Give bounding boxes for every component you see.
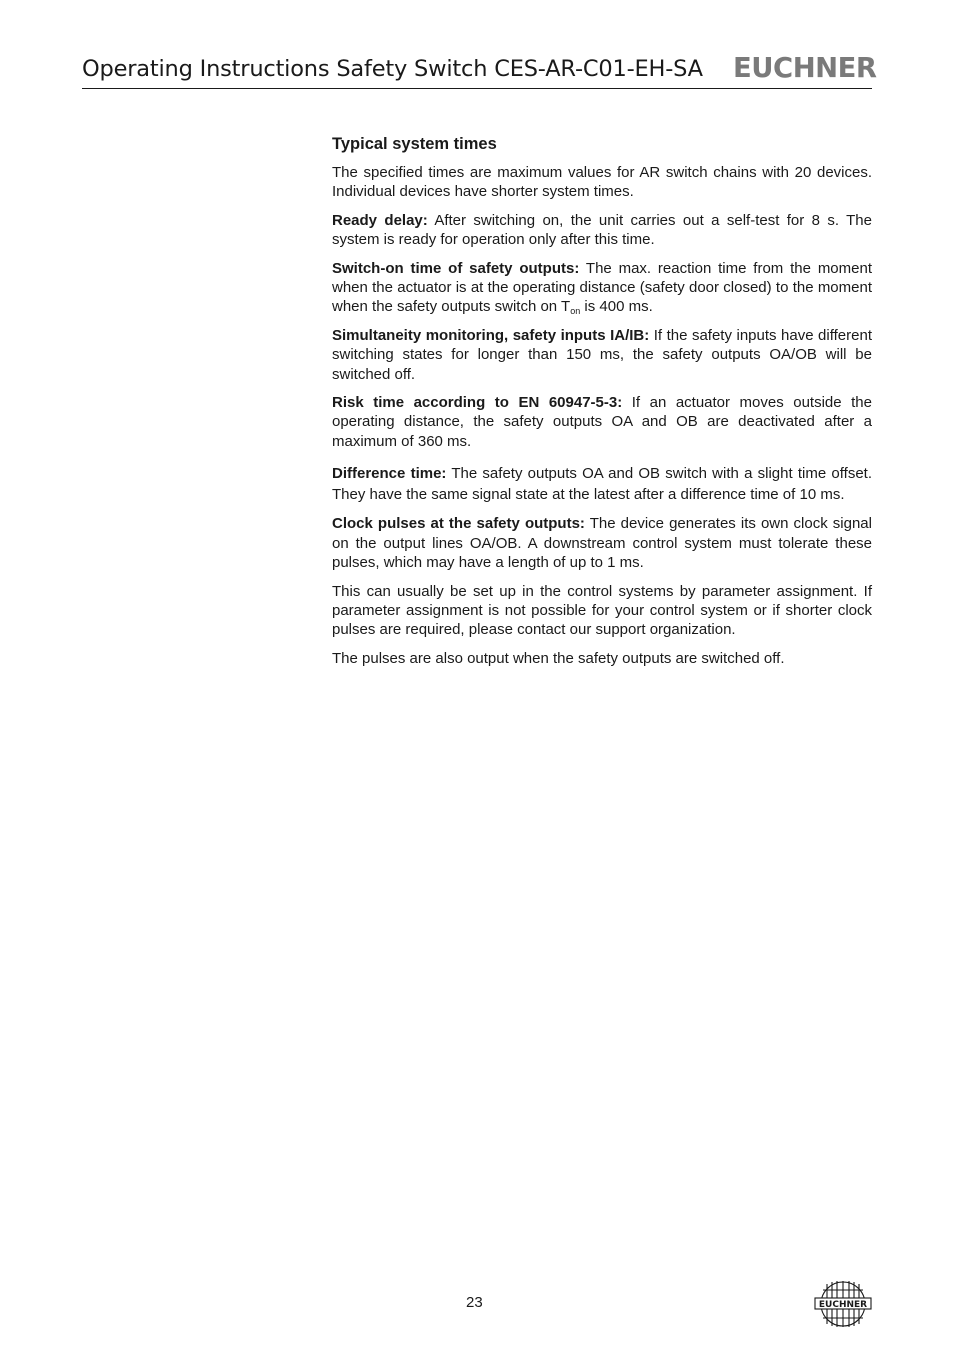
section-heading: Typical system times: [332, 135, 497, 153]
difference-time-text: The safety outputs OA and OB switch with a slight time offset. They have the same signal state at the latest after a difference time of 10 ms.: [332, 465, 872, 504]
risk-time-paragraph: [332, 393, 872, 451]
simultaneity-monitoring-text: If the safety inputs have different switching states for longer than 150 ms, the safety outputs OA/OB will be switched off.: [332, 326, 872, 383]
parameter-assignment-paragraph: This can usually be set up in the control systems by parameter assignment. If parameter assignment is not possible for your control system or if shorter clock pulses are required, please contact our support organization.: [332, 582, 872, 639]
switch-on-time-text: The max. reaction time from the moment when the actuator is at the operating distance (safety door closed) to the moment when the safety outputs switch on T: [332, 259, 872, 316]
page-number: 23: [466, 1294, 483, 1311]
euchner-seal-logo: [814, 1280, 872, 1328]
ready-delay-label: Ready delay:: [332, 211, 428, 229]
t-on-subscript: on: [570, 306, 581, 317]
seal-logo-text: EUCHNER: [818, 1300, 868, 1310]
ready-delay-paragraph: [332, 211, 872, 250]
switch-on-time-value: is 400 ms.: [580, 298, 653, 316]
clock-pulses-label: Clock pulses at the safety outputs:: [332, 515, 585, 533]
euchner-logo: EUCHNER: [733, 51, 877, 84]
difference-time-label: Difference time:: [332, 465, 447, 483]
simultaneity-monitoring-label: Simultaneity monitoring, safety inputs IA/IB:: [332, 326, 650, 344]
switch-on-time-paragraph: [332, 259, 872, 317]
risk-time-label: Risk time according to EN 60947-5-3:: [332, 394, 623, 412]
intro-paragraph: The specified times are maximum values for AR switch chains with 20 devices. Individual devices have shorter system times.: [332, 164, 872, 201]
main-content: [332, 133, 872, 677]
clock-pulses-text: The device generates its own clock signal on the output lines OA/OB. A downstream control system must tolerate these pulses, which may have a length of up to 1 ms.: [332, 515, 872, 572]
header-divider: [82, 88, 872, 89]
switch-on-time-label: Switch-on time of safety outputs:: [332, 259, 580, 277]
simultaneity-monitoring-paragraph: [332, 326, 872, 384]
pulses-output-paragraph: The pulses are also output when the safety outputs are switched off.: [332, 649, 785, 667]
document-title: Operating Instructions Safety Switch CES-AR-C01-EH-SA: [82, 56, 703, 82]
ready-delay-text: After switching on, the unit carries out a self-test for 8 s. The system is ready for operation only after this time.: [332, 211, 872, 249]
clock-pulses-paragraph: [332, 514, 872, 572]
difference-time-paragraph: [332, 463, 872, 505]
risk-time-text: If an actuator moves outside the operating distance, the safety outputs OA and OB are deactivated after a maximum of 360 ms.: [332, 394, 872, 450]
